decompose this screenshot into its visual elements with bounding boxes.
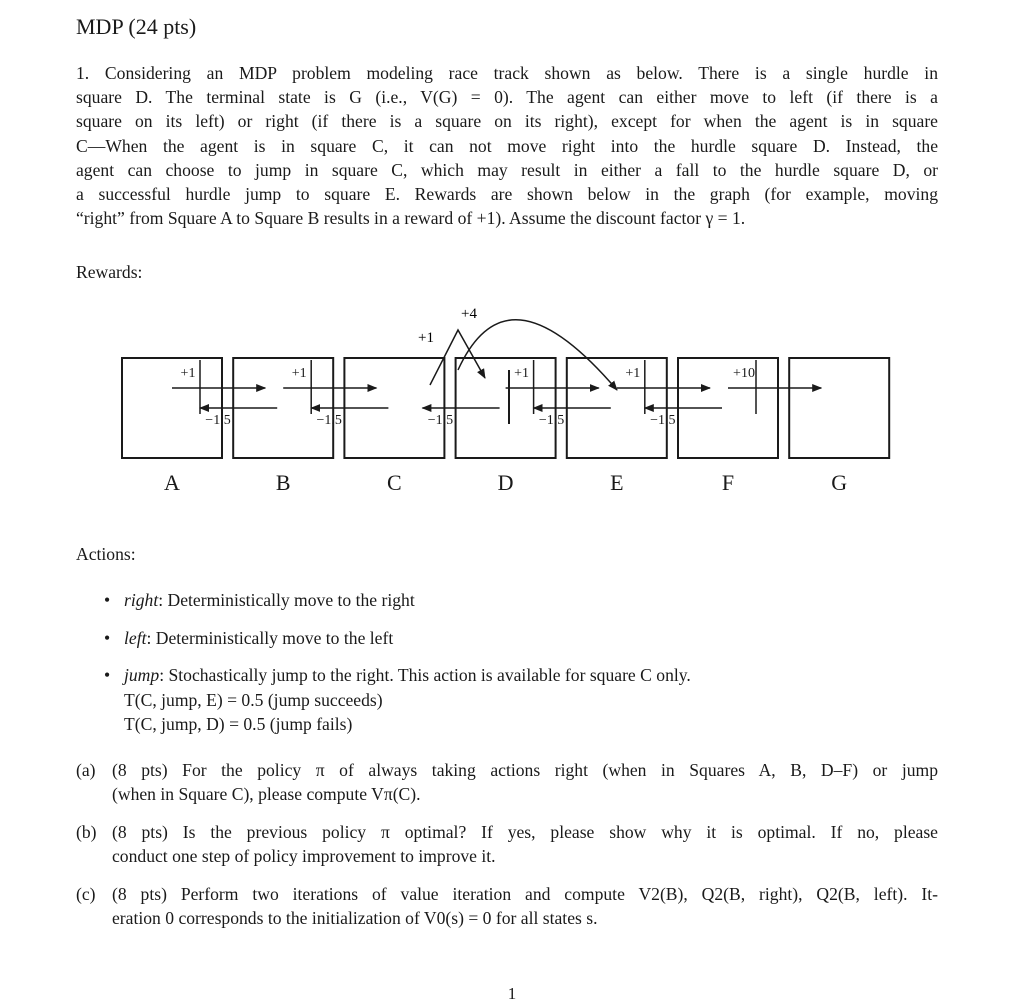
race-track-diagram <box>0 290 1024 505</box>
action-desc: : Deterministically move to the left <box>146 627 394 648</box>
action-name: left <box>124 627 147 648</box>
left-reward-label: −1.5 <box>650 413 676 428</box>
problem-line: C—When the agent is in square C, it can not move right into the hurdle square D. Instead, the <box>76 135 938 156</box>
jump-reward-d-label: +1 <box>418 330 434 346</box>
action-item-right <box>104 588 691 612</box>
question-parts <box>76 758 938 944</box>
problem-line: square on its left) or right (if there is a square on its right), except for when the agent is in square <box>76 111 938 132</box>
part-c <box>76 882 938 930</box>
actions-heading: Actions: <box>76 544 136 564</box>
left-reward-label: −1.5 <box>427 413 454 428</box>
action-desc: : Deterministically move to the right <box>158 590 415 610</box>
square-label-f: F <box>721 470 735 495</box>
problem-line: “right” from Square A to Square B results in a reward of +1). Assume the discount factor γ = 1. <box>76 208 746 229</box>
part-b <box>76 820 938 868</box>
action-name: jump <box>124 665 160 686</box>
problem-line: square D. The terminal state is G (i.e., V(G) = 0). The agent can either move to left (if there is a <box>76 87 938 108</box>
square-g <box>789 358 889 458</box>
part-line: (when in Square C), please compute Vπ(C). <box>112 784 421 805</box>
right-reward-label: +1 <box>625 366 641 381</box>
problem-line: agent can choose to jump in square C, which may result in either a fall to the hurdle square D, or <box>76 159 938 180</box>
part-line: conduct one step of policy improvement to improve it. <box>112 846 496 867</box>
part-line: (8 pts) Is the previous policy π optimal? If yes, please show why it is optimal. If no, please <box>112 821 938 842</box>
bullet-icon: • <box>104 627 111 648</box>
problem-statement <box>76 61 938 230</box>
left-reward-label: −1.5 <box>316 413 342 428</box>
page-number: 1 <box>507 984 517 1003</box>
jump-arrow-to-e <box>458 320 617 390</box>
part-a <box>76 758 938 806</box>
square-label-e: E <box>610 470 624 495</box>
right-reward-label: +1 <box>180 366 196 381</box>
problem-line: a successful hurdle jump to square E. Rewards are shown below in the graph (for example, moving <box>76 184 938 205</box>
left-reward-label: −1.5 <box>538 413 565 428</box>
square-label-g: G <box>831 470 848 495</box>
bullet-icon: • <box>104 665 111 686</box>
square-label-b: B <box>275 470 291 495</box>
square-label-d: D <box>497 470 514 495</box>
jump-reward-e-label: +4 <box>461 306 477 322</box>
action-item-left <box>104 626 691 650</box>
right-reward-label: +10 <box>733 366 755 381</box>
problem-line: 1. Considering an MDP problem modeling race track shown as below. There is a single hurdle in <box>76 63 938 83</box>
transition-line: T(C, jump, D) = 0.5 (jump fails) <box>124 713 353 734</box>
right-reward-label: +1 <box>514 366 530 381</box>
actions-list <box>104 588 691 750</box>
part-label: (c) <box>76 883 96 904</box>
bullet-icon: • <box>104 590 111 610</box>
part-line: (8 pts) For the policy π of always taking actions right (when in Squares A, B, D–F) or jump <box>112 760 938 780</box>
rewards-heading: Rewards: <box>76 262 143 282</box>
part-line: (8 pts) Perform two iterations of value iteration and compute V2(B), Q2(B, right), Q2(B, left). It- <box>112 883 938 904</box>
action-name: right <box>124 590 159 610</box>
square-label-a: A <box>164 470 180 495</box>
action-item-jump <box>104 663 691 736</box>
square-label-c: C <box>387 470 402 495</box>
left-reward-label: −1.5 <box>205 413 231 428</box>
section-title: MDP (24 pts) <box>76 14 197 39</box>
action-desc: : Stochastically jump to the right. This action is available for square C only. <box>159 665 691 686</box>
part-label: (b) <box>76 821 97 842</box>
transition-line: T(C, jump, E) = 0.5 (jump succeeds) <box>124 689 383 710</box>
right-reward-label: +1 <box>291 366 307 381</box>
part-line: eration 0 corresponds to the initialization of V0(s) = 0 for all states s. <box>112 908 598 929</box>
part-label: (a) <box>76 760 96 780</box>
